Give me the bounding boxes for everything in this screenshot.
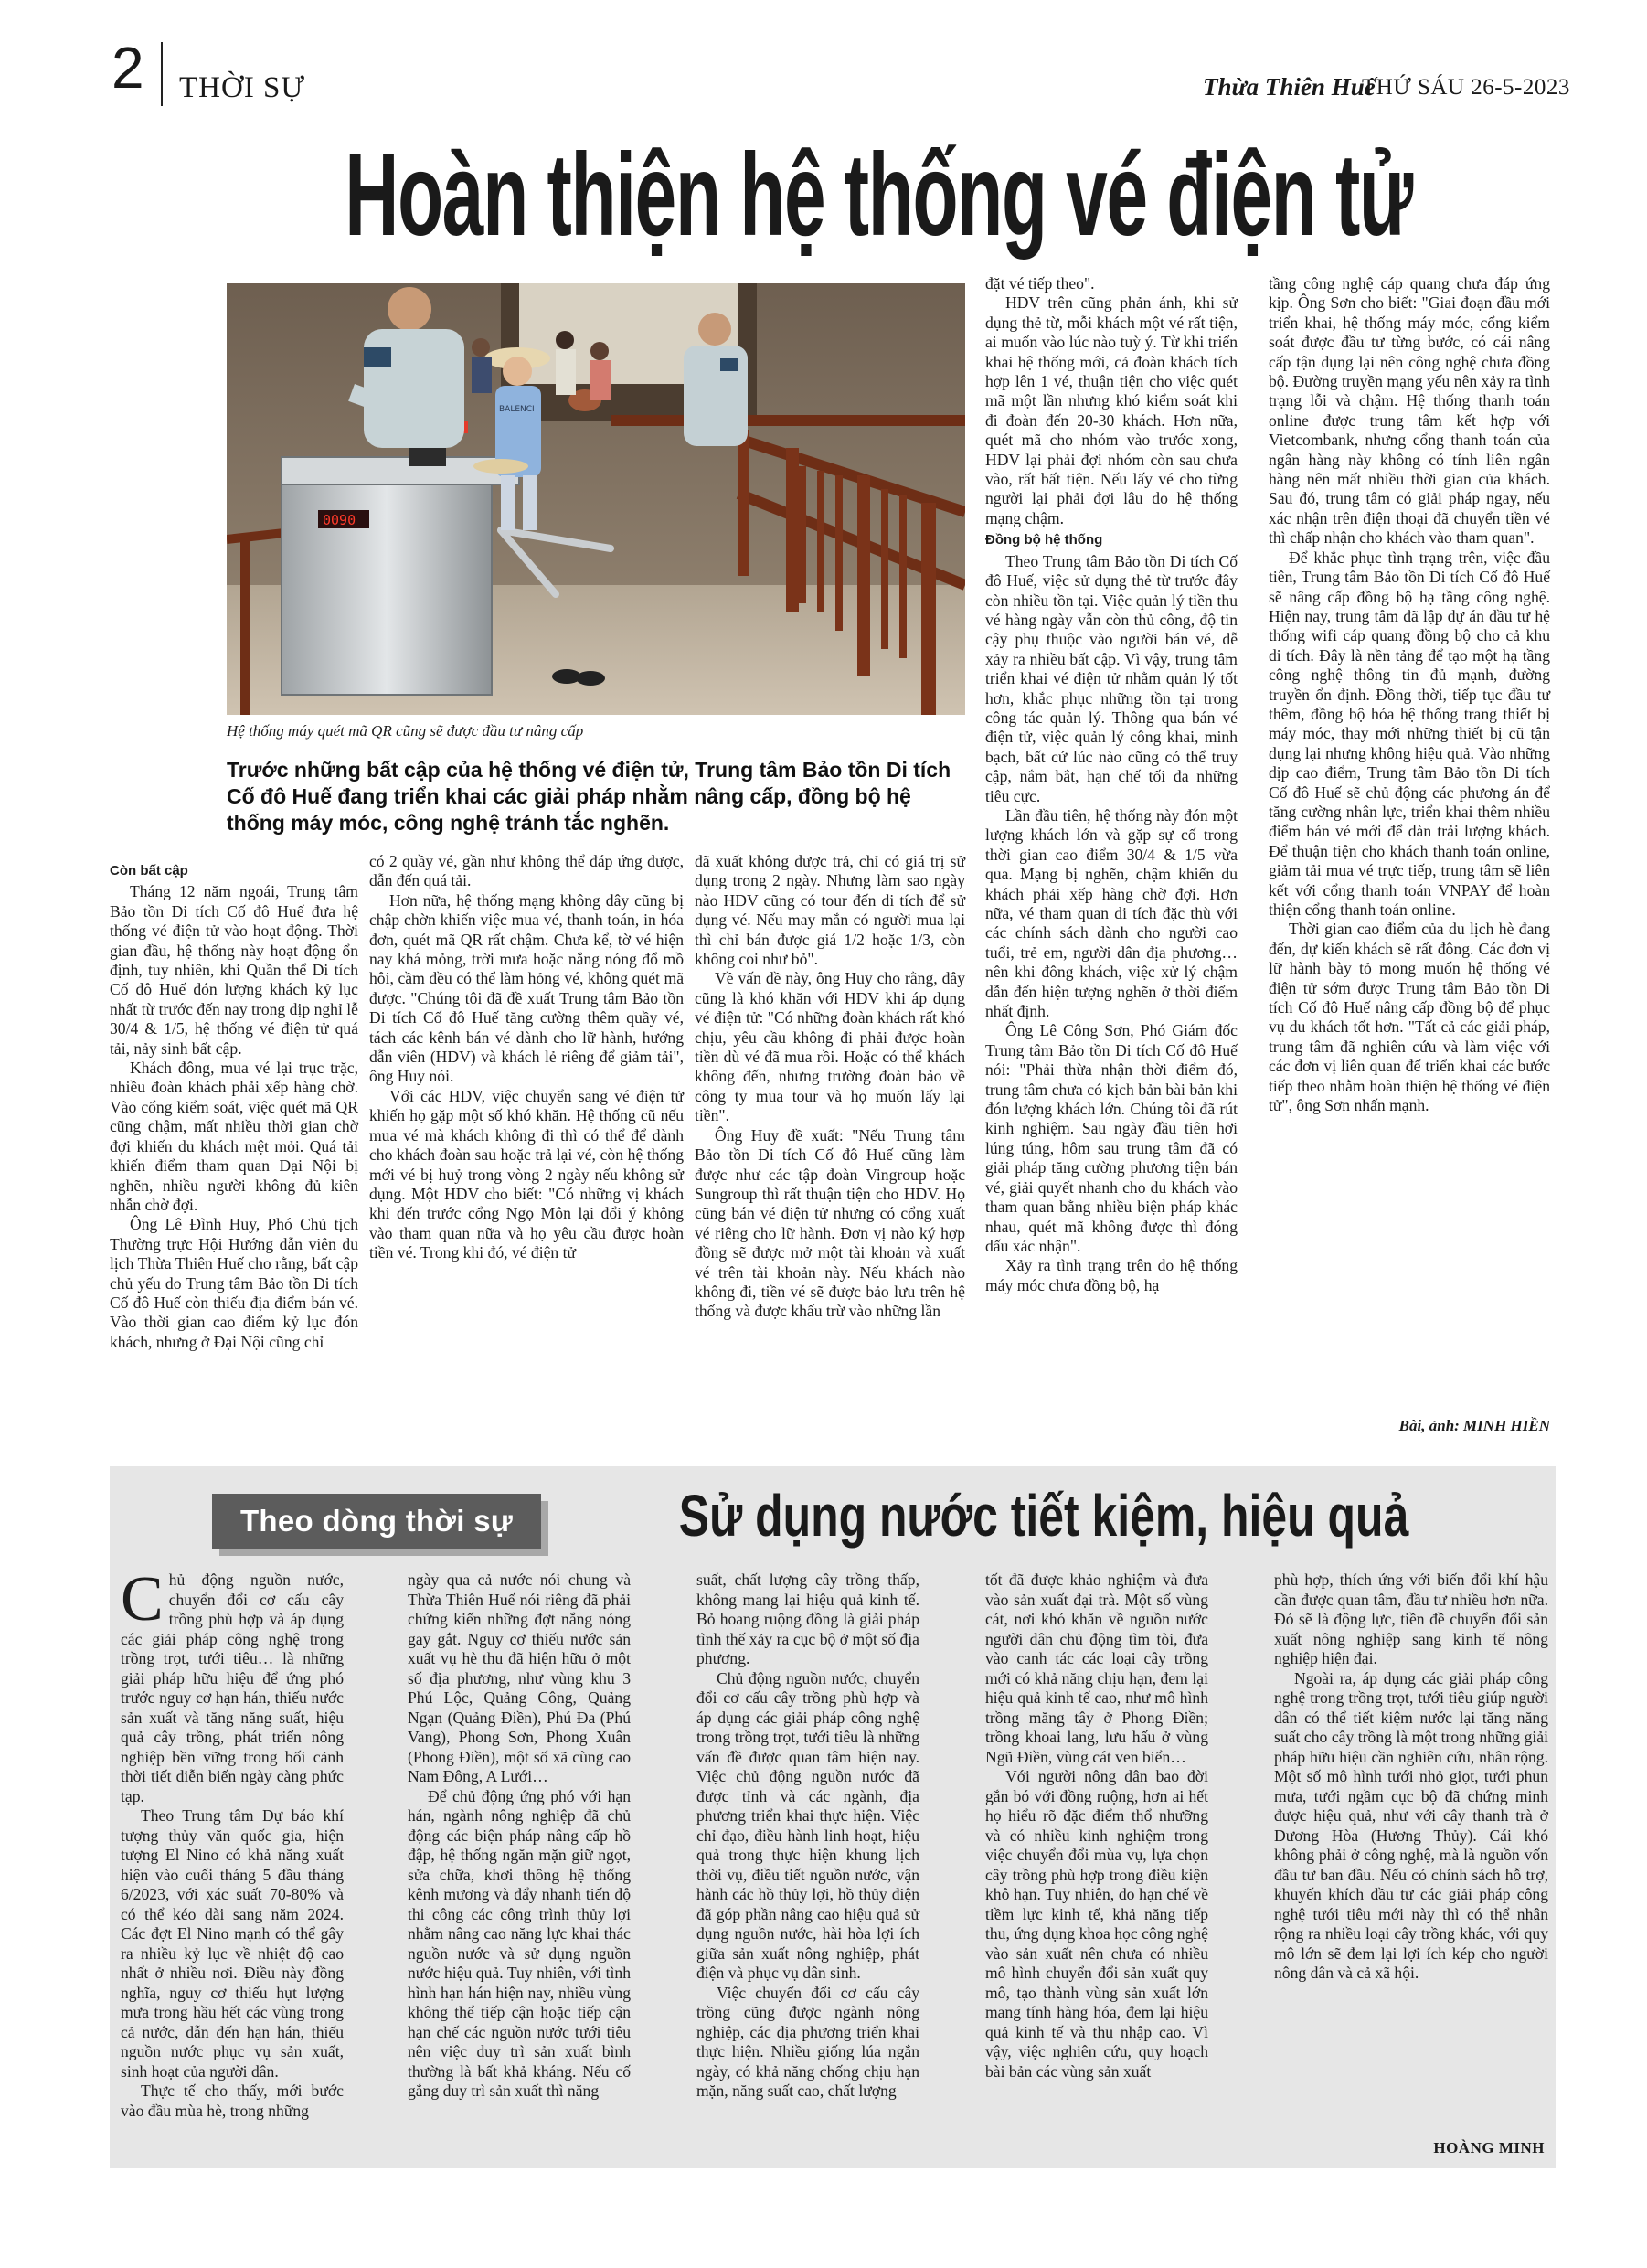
- article-column-1: [110, 859, 358, 1352]
- paragraph: Theo Trung tâm Dự báo khí tượng thủy văn quốc gia, hiện tượng El Nino có khả năng xuất hiện vào cuối tháng 5 đầu tháng 6/2023, với xác suất 70-80% và có thể kéo dài sang năm 2024. Các đợt El Nino mạnh có thể gây ra nhiều kỷ lục về nhiệt độ cao nhất ở nhiều nơi. Điều này đồng nghĩa, nguy cơ thiếu hụt lượng mưa trong hầu hết các vùng trong cả nước, dẫn đến hạn hán, thiếu nguồn nước phục vụ sản xuất, sinh hoạt của người dân.: [121, 1806, 344, 2081]
- paragraph: Hơn nữa, hệ thống mạng không dây cũng bị chập chờn khiến việc mua vé, thanh toán, in hóa đơn, quét mã QR rất chậm. Chưa kể, tờ vé hiện nay khá mỏng, trời mưa hoặc nắng nóng đổ mồ hôi, cầm đều có thể làm hỏng vé, không quét mã được. "Chúng tôi đã đề xuất Trung tâm Bảo tồn Di tích Cố đô Huế tăng cường thêm quầy vé, tách các kênh bán vé dành cho lữ hành, hướng dẫn viên (HDV) và khách lẻ riêng để giảm tải", ông Huy nói.: [369, 890, 684, 1086]
- commentary-column-3: [696, 1571, 919, 2102]
- article-column-3: [695, 852, 965, 1322]
- main-headline: Hoàn thiện hệ thống vé điện tử: [345, 130, 1413, 261]
- paragraph: Chủ động nguồn nước, chuyển đổi cơ cấu cây trồng phù hợp và áp dụng các giải pháp công nghệ trong trồng trọt, tưới tiêu là những vấn đề được quan tâm hiện nay. Việc chủ động nguồn nước đã được tỉnh và các ngành, địa phương triển khai thực hiện. Việc chỉ đạo, điều hành linh hoạt, hiệu quả trong thực hiện khung lịch thời vụ, điều tiết nguồn nước, vận hành các hồ thủy lợi, hồ thủy điện đã góp phần nâng cao hiệu quả sử dụng nguồn nước, hài hòa lợi ích giữa sản xuất nông nghiệp, phát điện và phục vụ dân sinh.: [696, 1668, 919, 1982]
- paragraph: Xảy ra tình trạng trên do hệ thống máy móc chưa đồng bộ, hạ: [985, 1256, 1238, 1294]
- paragraph: phù hợp, thích ứng với biến đổi khí hậu cần được quan tâm, đầu tư nhiều hơn nữa. Đó sẽ là động lực, tiền đề chuyển đổi sản xuất nông nghiệp sang kinh tế nông nghiệp hiện đại.: [1274, 1571, 1548, 1667]
- article-lead: Trước những bất cập của hệ thống vé điện tử, Trung tâm Bảo tồn Di tích Cố đô Huế đang triển khai các giải pháp nhằm nâng cấp, đồng bộ hệ thống máy móc, công nghệ tránh tắc nghẽn.: [227, 758, 951, 835]
- paragraph: Ông Huy đề xuất: "Nếu Trung tâm Bảo tồn Di tích Cố đô Huế cũng làm được như các tập đoàn Vingroup hoặc Sungroup thì rất thuận tiện cho HDV. Họ cũng bán vé điện tử nhưng có cổng xuất vé riêng cho lữ hành. Đơn vị nào ký hợp đồng sẽ được mở một tài khoản và xuất vé trên tài khoản này. Nếu khách nào không đi, tiền vé sẽ được bảo lưu trên hệ thống và được khấu trừ vào những lần: [695, 1125, 965, 1321]
- ticket-gate-photo: [227, 283, 965, 715]
- paragraph: Để khắc phục tình trạng trên, việc đầu tiên, Trung tâm Bảo tồn Di tích Cố đô Huế sẽ nâng cấp đồng bộ hạ tầng công nghệ. Hiện nay, trung tâm đã lập dự án đầu tư hệ thống wifi cáp quang đồng bộ cho cả khu di tích. Đây là nền tảng để tạo một hạ tầng công nghệ thông tin đủ mạnh, đường truyền ổn định. Đồng thời, tiếp tục đầu tư thêm, đồng bộ hóa hệ thống trang thiết bị máy móc, thay mới những thiết bị cũ tận dụng lại nhưng không hiệu quả. Vào những dịp cao điểm, Trung tâm Bảo tồn Di tích Cố đô Huế sẽ chủ động các phương án để tăng cường nhân lực, triển khai thêm nhiều điểm bán vé mới để dàn trải lượng khách. Để thuận tiện cho khách thanh toán online, giảm tải mua vé trực tiếp, trung tâm sẽ liên kết với cổng thanh toán VNPAY để hoàn thiện cổng thanh toán online.: [1269, 548, 1550, 919]
- paragraph: đặt vé tiếp theo".: [985, 274, 1095, 293]
- paragraph: Ông Lê Công Sơn, Phó Giám đốc Trung tâm Bảo tồn Di tích Cố đô Huế nói: "Phải thừa nhận thời điểm đó, trung tâm chưa có kịch bản bài bản khi đón lượng khách lớn. Chúng tôi đã rút kinh nghiệm. Sau ngày đầu tiên hơi lúng túng, hôm sau trung tâm đã có giải pháp tăng cường phương tiện bán vé, giải quyết nhanh cho du khách vào tham quan bằng nhiều biện pháp khác nhau, quét mã không được thì đóng dấu xác nhận".: [985, 1021, 1238, 1255]
- issue-date: THỨ SÁU 26-5-2023: [1362, 75, 1570, 100]
- page-number: 2: [112, 35, 144, 101]
- counter-display: 0090: [323, 512, 356, 528]
- paragraph: hủ động nguồn nước, chuyển đổi cơ cấu cây trồng phù hợp và áp dụng các giải pháp công nghệ trong trồng trọt, tưới tiêu… là những giải pháp hữu hiệu để ứng phó trước nguy cơ hạn hán, thiếu nước sản xuất và tăng năng suất, hiệu quả cây trồng, phát triển nông nghiệp bền vững trong bối cảnh thời tiết diễn biến ngày càng phức tạp.: [121, 1571, 344, 1805]
- article-column-5: [1269, 274, 1550, 1115]
- paragraph: Về vấn đề này, ông Huy cho rằng, đây cũng là khó khăn với HDV khi áp dụng vé điện tử: "Có những đoàn khách rất khó chịu, yêu cầu không đi phải được hoàn tiền dù vé đã mua rồi. Hoặc có thể khách không đến, nhưng trường đoàn bảo về công ty mua tour và họ muốn lấy lại tiền".: [695, 969, 965, 1125]
- commentary-byline: HOÀNG MINH: [1433, 2139, 1545, 2156]
- newspaper-name: Thừa Thiên Huế: [1203, 73, 1376, 101]
- paragraph: Việc chuyển đổi cơ cấu cây trồng cũng được ngành nông nghiệp, các địa phương triển khai thực hiện. Nhiều giống lúa ngắn ngày, có khả năng chống chịu hạn mặn, năng suất cao, chất lượng: [696, 1983, 919, 2100]
- svg-text:BALENCI: BALENCI: [499, 405, 535, 414]
- article-column-2: [369, 852, 684, 1263]
- paragraph: Lần đầu tiên, hệ thống này đón một lượng khách lớn và gặp sự cố trong thời gian cao điểm 30/4 & 1/5 vừa qua. Mạng bị nghẽn, chậm khiến du khách phải xếp hàng chờ đợi. Hơn nữa, vé tham quan di tích đặc thù với các chính sách dành cho người cao tuổi, trẻ em, người dân địa phương… nên khi đông khách, việc xử lý chậm dẫn đến hiện tượng nghẽn ở thời điểm nhất định.: [985, 805, 1238, 1021]
- section-name: THỜI SỰ: [179, 71, 306, 104]
- article-byline: Bài, ảnh: MINH HIỀN: [1398, 1417, 1550, 1434]
- paragraph: tầng công nghệ cáp quang chưa đáp ứng kịp. Ông Sơn cho biết: "Giai đoạn đầu mới triển khai, hệ thống máy móc, cổng kiểm soát được đầu tư từng bước, có cái nâng cấp tận dụng lại nên công nghệ chưa đồng bộ. Đường truyền mạng yếu nên xảy ra tình trạng lỗi và chậm. Hệ thống thanh toán online được trung tâm kết hợp với Vietcombank, nhưng cổng thanh toán của ngân hàng này không có tính liên ngân hàng nên mất nhiều thời gian của khách. Sau đó, trung tâm có giải pháp ngay, nếu xác nhận trên điện thoại đã chuyển tiền vé thì chấp nhận cho khách vào tham quan".: [1269, 274, 1550, 548]
- subheading: Còn bất cập: [110, 863, 188, 878]
- paragraph: tốt đã được khảo nghiệm và đưa vào sản xuất đại trà. Một số vùng cát, nơi khó khăn về nguồn nước người dân chủ động tìm tòi, đưa vào canh tác các loại cây trồng mới có khả năng chịu hạn, đem lại hiệu quả kinh tế cao, như mô hình trồng măng tây ở Phong Điền; trồng khoai lang, lưu hấu ở vùng Ngũ Điền, vùng cát ven biển…: [985, 1571, 1208, 1766]
- commentary-column-1: [121, 1564, 344, 2121]
- header-divider: [161, 42, 163, 106]
- paragraph: Để chủ động ứng phó với hạn hán, ngành nông nghiệp đã chủ động các biện pháp nâng cấp hồ đập, hệ thống ngăn mặn giữ ngọt, sửa chữa, khơi thông hệ thống kênh mương và đẩy nhanh tiến độ thi công các công trình thủy lợi nhằm nâng cao năng lực khai thác nguồn nước và sử dụng nguồn nước hiệu quả. Tuy nhiên, với tình hình hạn hán hiện nay, nhiều vùng không thể tiếp cận hoặc tiếp cận hạn chế các nguồn nước tưới tiêu nên việc duy trì sản xuất bình thường là bất khả kháng. Nếu cố gắng duy trì sản xuất thì năng: [408, 1786, 631, 2100]
- paragraph: Theo Trung tâm Bảo tồn Di tích Cố đô Huế, việc sử dụng thẻ từ trước đây còn nhiều tồn tại. Việc quản lý tiền thu vé hàng ngày vẫn còn thủ công, độ tin cậy phụ thuộc vào người bán vé, dễ xảy ra nhiều bất cập. Vì vậy, trung tâm triển khai vé điện tử nhằm quản lý tốt hơn, khắc phục những tồn tại trong công tác quản lý. Thông qua bán vé điện tử, việc quản lý công khai, minh bạch, bất cứ lúc nào cũng có thể truy cập, nắm bắt, hạn chế tối đa những tiêu cực.: [985, 551, 1238, 805]
- commentary-column-2: [408, 1571, 631, 2102]
- paragraph: Ông Lê Đình Huy, Phó Chủ tịch Thường trực Hội Hướng dẫn viên du lịch Thừa Thiên Huế cho rằng, bất cập chủ yếu do Trung tâm Bảo tồn Di tích Cố đô Huế còn thiếu địa điểm bán vé. Vào thời gian cao điểm kỷ lục đón khách, nhưng ở Đại Nội cũng chỉ: [110, 1215, 358, 1351]
- drop-cap: C: [121, 1564, 164, 1634]
- article-column-4: [985, 274, 1238, 1295]
- commentary-column-5: [1274, 1571, 1548, 1984]
- photo-caption: Hệ thống máy quét mã QR cũng sẽ được đầu tư nâng cấp: [227, 722, 584, 740]
- paragraph: Tháng 12 năm ngoái, Trung tâm Bảo tồn Di tích Cố đô Huế đưa hệ thống vé điện tử vào hoạt động. Thời gian đầu, hệ thống này hoạt động ổn định, tuy nhiên, khi Quần thể Di tích Cố đô Huế đón lượng khách kỷ lục nhất từ trước đến nay trong dịp nghỉ lễ 30/4 & 1/5, hệ thống vé điện tử quá tải, nảy sinh bất cập.: [110, 882, 358, 1058]
- paragraph: có 2 quầy vé, gần như không thể đáp ứng được, dẫn đến quá tải.: [369, 852, 684, 890]
- paragraph: ngày qua cả nước nói chung và Thừa Thiên Huế nói riêng đã phải chứng kiến những đợt nắng nóng gay gắt. Nguy cơ thiếu nước sản xuất vụ hè thu đã hiện hữu ở một số địa phương, như vùng khu 3 Phú Lộc, Quảng Công, Quảng Ngạn (Quảng Điền), Phú Đa (Phú Vang), Phong Sơn, Phong Xuân (Phong Điền), một số xã cùng cao Nam Đông, A Lưới…: [408, 1571, 631, 1785]
- subheading: Đồng bộ hệ thống: [985, 532, 1103, 548]
- paragraph: Ngoài ra, áp dụng các giải pháp công nghệ trong trồng trọt, tưới tiêu giúp người dân có thể tiết kiệm nước lại tăng năng suất cho cây trồng là một trong những giải pháp hữu hiệu cần nghiên cứu, nhân rộng. Một số mô hình tưới nhỏ giọt, tưới phun mưa, tưới ngầm cục bộ đã chứng minh được hiệu quả, như với cây thanh trà ở Dương Hòa (Hương Thủy). Cái khó không phải ở công nghệ, mà là nguồn vốn đầu tư ban đầu. Nếu có chính sách hỗ trợ, khuyến khích đầu tư các giải pháp công nghệ tưới tiêu mới này thì có thể nhân rộng ra nhiều loại cây trồng khác, với quy mô lớn sẽ đem lại lợi ích kép cho người nông dân và cả xã hội.: [1274, 1668, 1548, 1982]
- paragraph: Với người nông dân bao đời gắn bó với đồng ruộng, hơn ai hết họ hiểu rõ đặc điểm thổ nhưỡng và có nhiều kinh nghiệm trong việc chuyển đổi mùa vụ, lựa chọn cây trồng phù hợp trong điều kiện khô hạn. Tuy nhiên, do hạn chế về tiềm lực kinh tế, khả năng tiếp thu, ứng dụng khoa học công nghệ vào sản xuất nên chưa có nhiều mô hình chuyển đổi sản xuất quy mô, tạo thành vùng sản xuất lớn mang tính hàng hóa, đem lại hiệu quả kinh tế và thu nhập cao. Vì vậy, việc nghiên cứu, quy hoạch bài bản các vùng sản xuất: [985, 1767, 1208, 2081]
- paragraph: Thực tế cho thấy, mới bước vào đầu mùa hè, trong những: [121, 2082, 344, 2120]
- paragraph: Thời gian cao điểm của du lịch hè đang đến, dự kiến khách sẽ rất đông. Các đơn vị lữ hành bày tỏ mong muốn hệ thống vé điện tử sớm được Trung tâm Bảo tồn Di tích Cố đô Huế nâng cấp đồng bộ để phục vụ du khách tốt hơn. "Tất cả các giải pháp, trung tâm đã nghiên cứu và làm việc với các đơn vị liên quan để triển khai các bước tiếp theo nhằm hoàn thiện hệ thống vé điện tử", ông Sơn nhấn mạnh.: [1269, 920, 1550, 1115]
- article-photo: [227, 283, 965, 715]
- paragraph: suất, chất lượng cây trồng thấp, không mang lại hiệu quả kinh tế. Bỏ hoang ruộng đồng là giải pháp tình thế xảy ra cục bộ ở một số địa phương.: [696, 1571, 919, 1667]
- commentary-column-4: [985, 1571, 1208, 2082]
- paragraph: đã xuất không được trả, chỉ có giá trị sử dụng trong 2 ngày. Nhưng làm sao ngày nào HDV cũng có tour đến di tích để sử dụng vé. Nếu may mắn có người mua lại thì chỉ bán được giá 1/2 hoặc 1/3, còn không coi như bỏ".: [695, 852, 965, 969]
- paragraph: HDV trên cũng phản ánh, khi sử dụng thẻ từ, mỗi khách một vé rất tiện, ai muốn vào lúc nào tuỳ ý. Từ khi triển khai hệ thống mới, cả đoàn khách tích hợp lên 1 vé, thuận tiện cho việc quét mã một lần nhưng khó kiểm soát khi đi đoàn đến 20-30 khách. Hơn nữa, quét mã cho nhóm vào trước xong, HDV lại phải đợi nhóm còn sau chưa vào, rất bất tiện. Nếu lấy vé cho từng người lại phải đợi lâu do hệ thống mạng chậm.: [985, 293, 1238, 527]
- paragraph: Khách đông, mua vé lại trục trặc, nhiều đoàn khách phải xếp hàng chờ. Vào cổng kiểm soát, việc quét mã QR cũng chậm, mất nhiều thời gian chờ đợi khiến du khách mệt mỏi. Quá tải khiến điểm tham quan Đại Nội bị nghẽn, nhiều người không đủ kiên nhẫn chờ đợi.: [110, 1059, 358, 1214]
- paragraph: Với các HDV, việc chuyển sang vé điện tử khiến họ gặp một số khó khăn. Hệ thống cũ nếu mua vé mà khách không đi thì có thể để dành cho khách đoàn sau hoặc trả lại vé, còn hệ thống mới vé bị huỷ trong vòng 2 ngày nếu không sử dụng. Một HDV cho biết: "Có những vị khách khi đến trước cổng Ngọ Môn lại đổi ý không vào tham quan nữa và họ yêu cầu được hoàn tiền vé. Trong khi đó, vé điện tử: [369, 1086, 684, 1262]
- column-kicker: Theo dòng thời sự: [212, 1494, 541, 1549]
- commentary-headline: Sử dụng nước tiết kiệm, hiệu quả: [678, 1483, 1409, 1549]
